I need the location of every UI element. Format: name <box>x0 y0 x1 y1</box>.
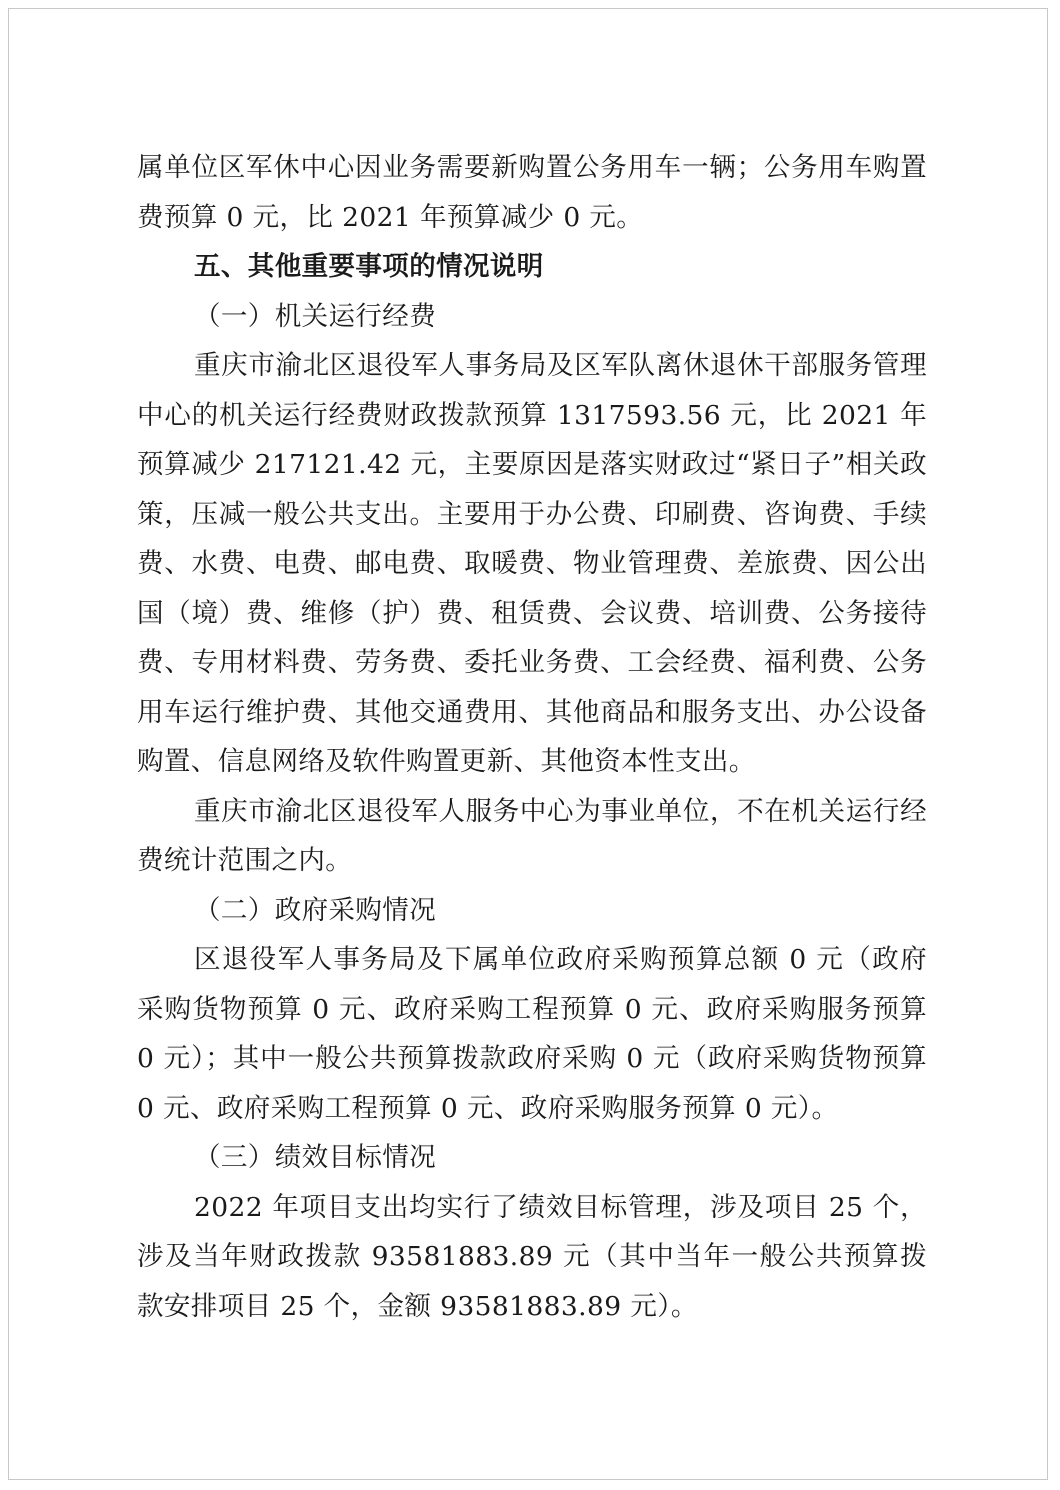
paragraph-vehicle-purchase-continued: 属单位区军休中心因业务需要新购置公务用车一辆；公务用车购置费预算 0 元，比 2021 年预算减少 0 元。 <box>137 152 927 233</box>
document-body <box>137 143 927 1331</box>
section-heading-other-matters: 五、其他重要事项的情况说明 <box>194 251 544 282</box>
sub-heading-procurement: （二）政府采购情况 <box>194 894 437 926</box>
paragraph-service-center: 重庆市渝北区退役军人服务中心为事业单位，不在机关运行经费统计范围之内。 <box>137 795 927 876</box>
sub-heading-performance: （三）绩效目标情况 <box>194 1142 437 1173</box>
paragraph-procurement: 区退役军人事务局及下属单位政府采购预算总额 0 元（政府采购货物预算 0 元、政府采购工程预算 0 元、政府采购服务预算 0 元）；其中一般公共预算拨款政府采购 0 元（政府采购货物预算 0 元、政府采购工程预算 0 元、政府采购服务预算 0 元）。 <box>137 944 927 1124</box>
paragraph-running-cost: 重庆市渝北区退役军人事务局及区军队离休退休干部服务管理中心的机关运行经费财政拨款预算 1317593.56 元，比 2021 年预算减少 217121.42 元，主要原因是落实财政过“紧日子”相关政策，压减一般公共支出。主要用于办公费、印刷费、咨询费、手续费、水费、电费、邮电费、取暖费、物业管理费、差旅费、因公出国（境）费、维修（护）费、租赁费、会议费、培训费、公务接待费、专用材料费、劳务费、委托业务费、工会经费、福利费、公务用车运行维护费、其他交通费用、其他商品和服务支出、办公设备购置、信息网络及软件购置更新、其他资本性支出。 <box>137 350 927 777</box>
sub-heading-running-cost: （一）机关运行经费 <box>194 300 437 332</box>
paragraph-performance: 2022 年项目支出均实行了绩效目标管理，涉及项目 25 个，涉及当年财政拨款 93581883.89 元（其中当年一般公共预算拨款安排项目 25 个，金额 93581883.89 元）。 <box>137 1191 927 1322</box>
